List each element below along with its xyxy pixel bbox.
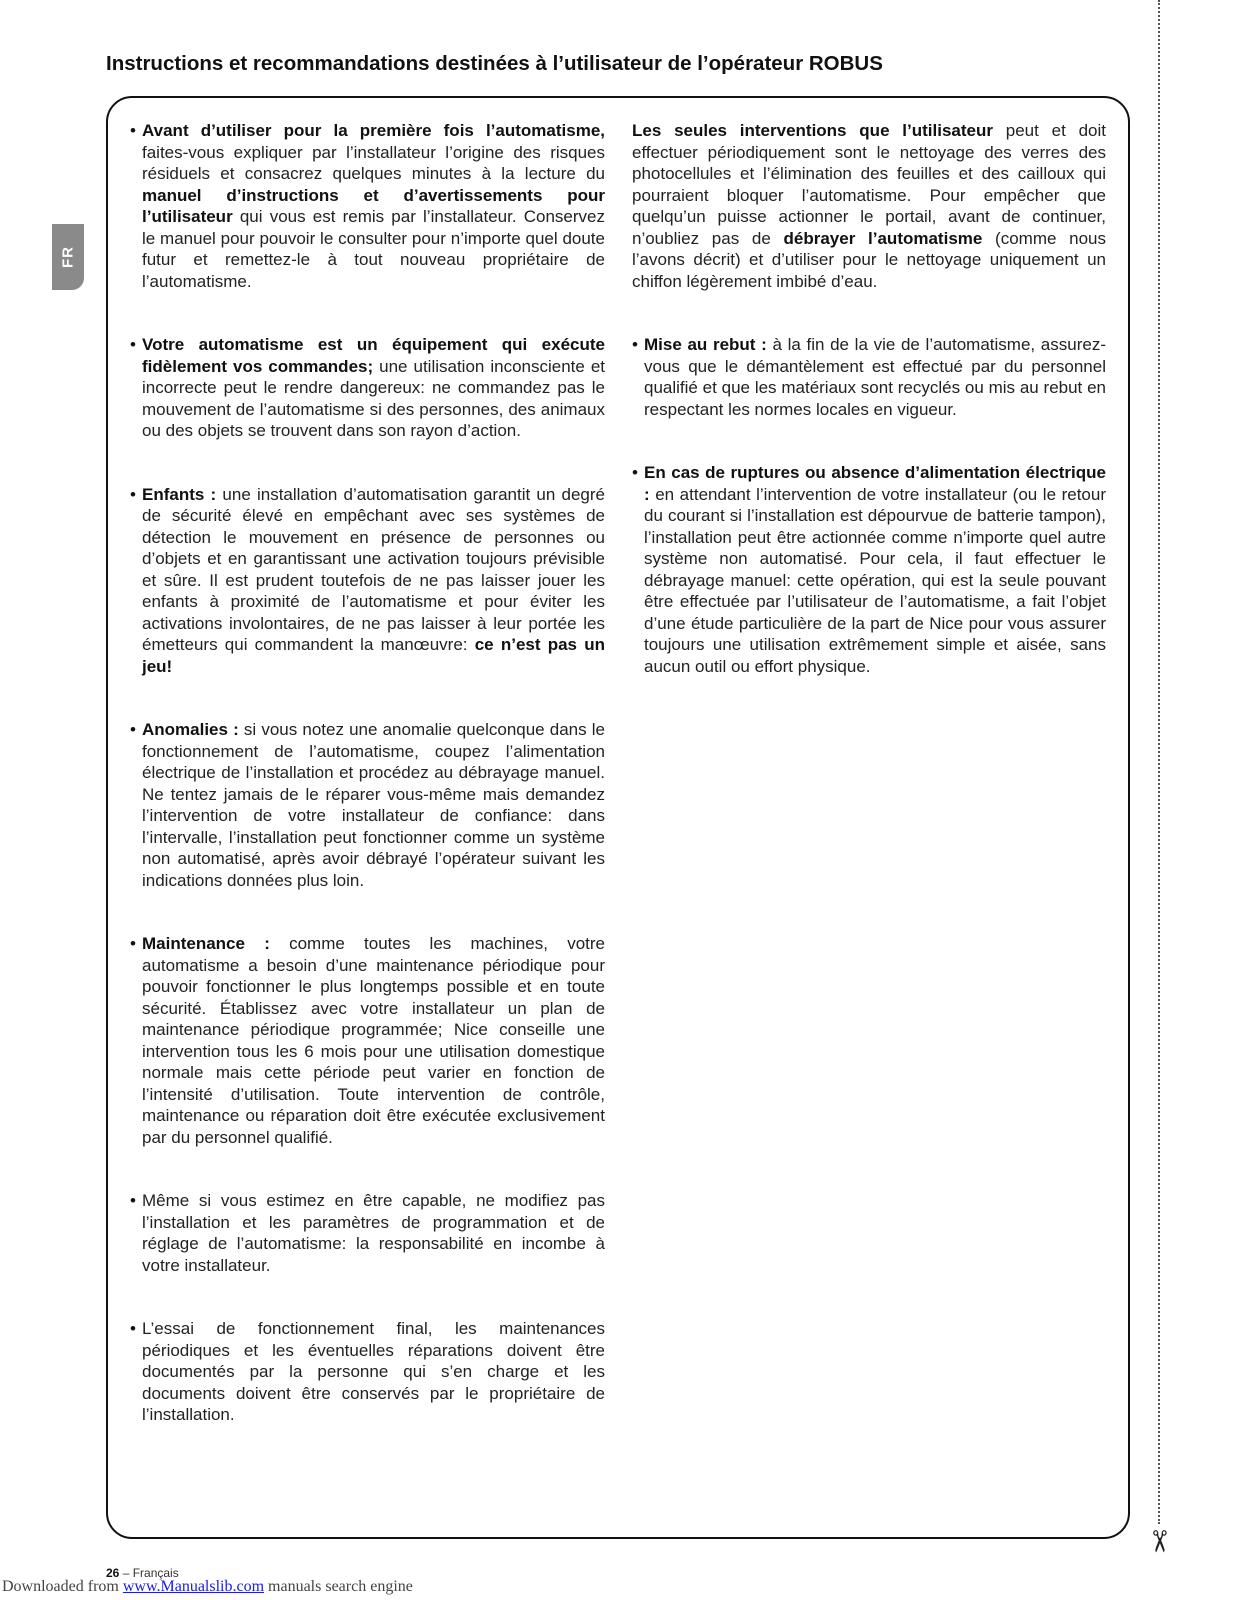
scissors-icon: ✂ bbox=[1142, 1528, 1176, 1555]
paragraph bbox=[130, 334, 605, 442]
paragraph-bold-text: Mise au rebut : bbox=[644, 335, 767, 354]
paragraph-bold-text: Les seules interventions que l’utilisateur bbox=[632, 121, 993, 140]
manualslib-link[interactable]: www.Manualslib.com bbox=[122, 1578, 265, 1595]
paragraph-text: peut et doit effectuer périodiquement sont le nettoyage des verres des photocellules et l’élimination des feuilles et des cailloux qui pourraient bloquer l’automatisme. Pour empêcher que quelqu’un puisse actionner le portail, avant de continuer, n’oubliez pas de bbox=[632, 121, 1106, 248]
paragraph bbox=[130, 120, 605, 292]
download-notice bbox=[2, 1578, 413, 1596]
language-tab-label: FR bbox=[59, 246, 77, 268]
paragraph bbox=[130, 484, 605, 678]
paragraph-bold-text: débrayer l’automatisme bbox=[783, 228, 983, 248]
paragraph bbox=[130, 719, 605, 891]
language-tab bbox=[52, 224, 84, 290]
download-prefix: Downloaded from bbox=[2, 1578, 123, 1595]
paragraph bbox=[130, 1190, 605, 1276]
paragraph-text: faites-vous expliquer par l’installateur l’origine des risques résiduels et consacrez quelques minutes à la lecture du bbox=[142, 142, 605, 183]
page-language: – Français bbox=[119, 1566, 179, 1580]
page-title: Instructions et recommandations destinées à l’utilisateur de l’opérateur ROBUS bbox=[106, 52, 883, 75]
paragraph bbox=[130, 1318, 605, 1426]
paragraph-bold-text: Avant d’utiliser pour la première fois l’automatisme, bbox=[142, 121, 605, 140]
paragraph-text: qui vous est remis par l’installateur. Conservez le manuel pour pouvoir le consulter pour n’importe quel doute futur et remettez-le à tout nouveau propriétaire de l’automatisme. bbox=[142, 207, 605, 291]
paragraph-text: L’essai de fonctionnement final, les maintenances périodiques et les éventuelles réparations doivent être documentés par la personne qui s’en charge et les documents doivent être conservés par le propriétaire de l’installation. bbox=[142, 1319, 605, 1424]
paragraph-bold-text: Votre automatisme est un équipement qui exécute fidèlement vos commandes; bbox=[142, 335, 605, 376]
paragraph bbox=[632, 120, 1106, 292]
paragraph-bold-text: ce n’est pas un jeu! bbox=[142, 635, 605, 676]
right-column bbox=[632, 120, 1106, 719]
paragraph-text: une installation d’automatisation garantit un degré de sécurité élevé en empêchant avec ses systèmes de détection le mouvement en présence de personnes ou d’objets et en garantissant une activation toujours prévisible et sûre. Il est prudent toutefois de ne pas laisser jouer les enfants à proximité de l’automatisme et pour éviter les activations involontaires, de ne pas laisser à leur portée les émetteurs qui commandent la manœuvre: bbox=[142, 484, 605, 654]
paragraph bbox=[130, 933, 605, 1148]
paragraph-text: si vous notez une anomalie quelconque dans le fonctionnement de l’automatisme, coupez l’alimentation électrique de l’installation et procédez au débrayage manuel. Ne tentez jamais de le réparer vous-même mais demandez l’intervention de votre installateur de confiance: dans l’intervalle, l’installation peut fonctionner comme un système non automatisé, après avoir débrayé l’opérateur suivant les indications données plus loin. bbox=[142, 720, 606, 890]
paragraph-bold-text: manuel d’instructions et d’avertissements pour l’utilisateur bbox=[142, 185, 605, 226]
paragraph-text: comme toutes les machines, votre automatisme a besoin d’une maintenance périodique pour pouvoir fonctionner le plus longtemps possible et en toute sécurité. Établissez avec votre installateur un plan de maintenance périodique programmée; Nice conseille une intervention tous les 6 mois pour une utilisation domestique normale mais cette période peut varier en fonction de l’intensité d’utilisation. Toute intervention de contrôle, maintenance ou réparation doit être exécutée exclusivement par du personnel qualifié. bbox=[142, 934, 605, 1147]
paragraph-text: Même si vous estimez en être capable, ne modifiez pas l’installation et les paramètres de programmation et de réglage de l’automatisme: la responsabilité en incombe à votre installateur. bbox=[142, 1191, 605, 1275]
paragraph bbox=[632, 334, 1106, 420]
left-column bbox=[130, 120, 605, 1468]
paragraph-bold-text: Anomalies : bbox=[142, 720, 239, 739]
download-suffix: manuals search engine bbox=[264, 1578, 413, 1595]
paragraph-text: (comme nous l’avons décrit) et d’utiliser pour le nettoyage uniquement un chiffon légèrement imbibé d’eau. bbox=[632, 228, 1106, 291]
cut-line bbox=[1158, 0, 1160, 1524]
paragraph-bold-text: Maintenance : bbox=[142, 934, 270, 953]
paragraph-text: à la fin de la vie de l’automatisme, assurez-vous que le démantèlement est effectué par du personnel qualifié et que les matériaux sont recyclés ou mis au rebut en respectant les normes locales en vigueur. bbox=[644, 335, 1106, 419]
paragraph bbox=[632, 462, 1106, 677]
page-number: 26 bbox=[106, 1566, 120, 1580]
paragraph-bold-text: En cas de ruptures ou absence d’alimentation électrique : bbox=[644, 463, 1106, 504]
paragraph-text: une utilisation inconsciente et incorrecte peut le rendre dangereux: ne commandez pas le mouvement de l’automatisme si des personnes, des animaux ou des objets se trouvent dans son rayon d’action. bbox=[142, 356, 606, 440]
paragraph-bold-text: Enfants : bbox=[142, 484, 217, 504]
paragraph-text: en attendant l’intervention de votre installateur (ou le retour du courant si l’installation est dépourvue de batterie tampon), l’installation peut être actionnée comme n’importe quel autre système non automatisé. Pour cela, il faut effectuer le débrayage manuel: cette opération, qui est la seule pouvant être effectuée par l’utilisateur de l’automatisme, a fait l’objet d’une étude particulière de la part de Nice pour vous assurer toujours une utilisation extrêmement simple et aisée, sans aucun outil ou effort physique. bbox=[644, 484, 1106, 676]
